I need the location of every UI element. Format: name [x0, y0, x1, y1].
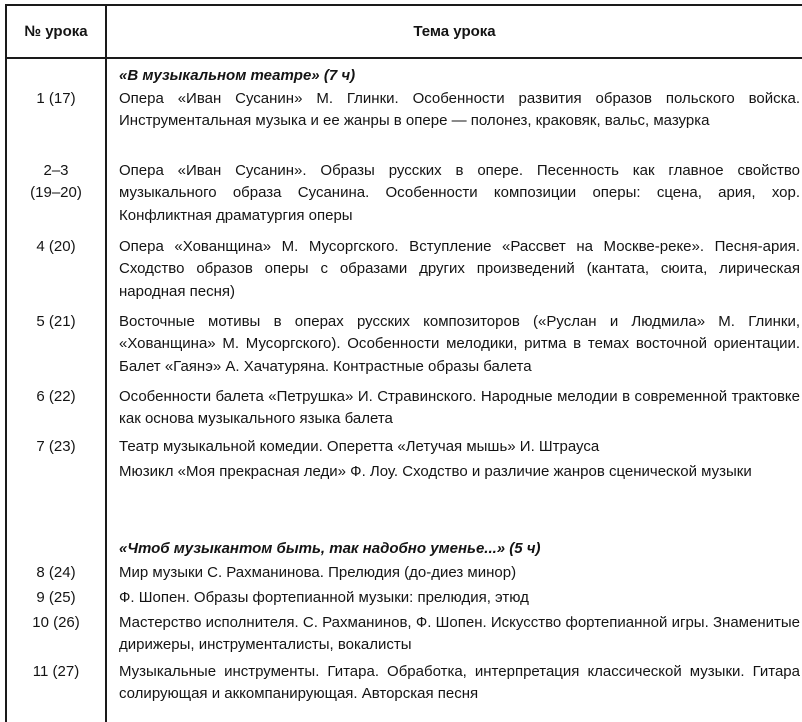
section-title-musical-theatre: «В музыкальном театре» (7 ч): [119, 67, 356, 84]
lesson-topic: Ф. Шопен. Образы фортепианной музыки: прелюдия, этюд: [119, 589, 529, 606]
lesson-topic: Мастерство исполнителя. С. Рахманинов, Ф. Шопен. Искусство фортепианной игры. Знаменитые дирижеры, инструменталисты, вокалисты: [119, 614, 800, 654]
lesson-topic: Особенности балета «Петрушка» И. Стравинского. Народные мелодии в современной трактовке как основа музыкального языка балета: [119, 388, 800, 428]
lesson-topic: Музыкальные инструменты. Гитара. Обработка, интерпретация классической музыки. Гитара солирующая и аккомпанирующая. Авторская песня: [119, 663, 800, 703]
lesson-number: 5 (21): [36, 313, 76, 330]
lesson-number: 8 (24): [36, 564, 76, 581]
header-lesson-topic: Тема урока: [413, 23, 496, 40]
lesson-topic: Мир музыки С. Рахманинова. Прелюдия (до-диез минор): [119, 564, 517, 581]
lesson-number: 2–3 (19–20): [30, 162, 82, 202]
lesson-topic: Опера «Иван Сусанин» М. Глинки. Особенности развития образов польского войска. Инструментальная музыка и ее жанры в опере — полонез, краковяк, вальс, мазурка: [119, 90, 800, 130]
lesson-number: 6 (22): [36, 388, 76, 405]
table-header-divider: [5, 57, 802, 59]
lesson-topic: Опера «Хованщина» М. Мусоргского. Вступление «Рассвет на Москве-реке». Песня-ария. Сходство образов оперы с образами других произведений (кантата, сюита, лирическая народная песня): [119, 238, 800, 300]
lesson-number: 1 (17): [36, 90, 76, 107]
lesson-number: 10 (26): [32, 614, 80, 631]
lesson-topic: Опера «Иван Сусанин». Образы русских в опере. Песенность как главное свойство музыкального образа Сусанина. Особенности композиции оперы: сцена, ария, хор. Конфликтная драматургия оперы: [119, 162, 800, 224]
lesson-topic: Восточные мотивы в операх русских композиторов («Руслан и Людмила» М. Глинки, «Хованщина» М. Мусоргского). Особенности мелодики, ритма в темах восточной ориентации. Балет «Гаянэ» А. Хачатуряна. Контрастные образы балета: [119, 313, 800, 375]
lesson-number: 9 (25): [36, 589, 76, 606]
lesson-number: 11 (27): [32, 663, 80, 680]
lesson-topic: Мюзикл «Моя прекрасная леди» Ф. Лоу. Сходство и различие жанров сценической музыки: [119, 463, 752, 480]
lesson-topic: Театр музыкальной комедии. Оперетта «Летучая мышь» И. Штрауса: [119, 438, 600, 455]
section-title-musician-skill: «Чтоб музыкантом быть, так надобно уменье...» (5 ч): [119, 540, 541, 557]
lesson-number: 4 (20): [36, 238, 76, 255]
header-lesson-number: № урока: [24, 23, 88, 40]
lesson-number: 7 (23): [36, 438, 76, 455]
table-column-divider: [105, 4, 107, 722]
